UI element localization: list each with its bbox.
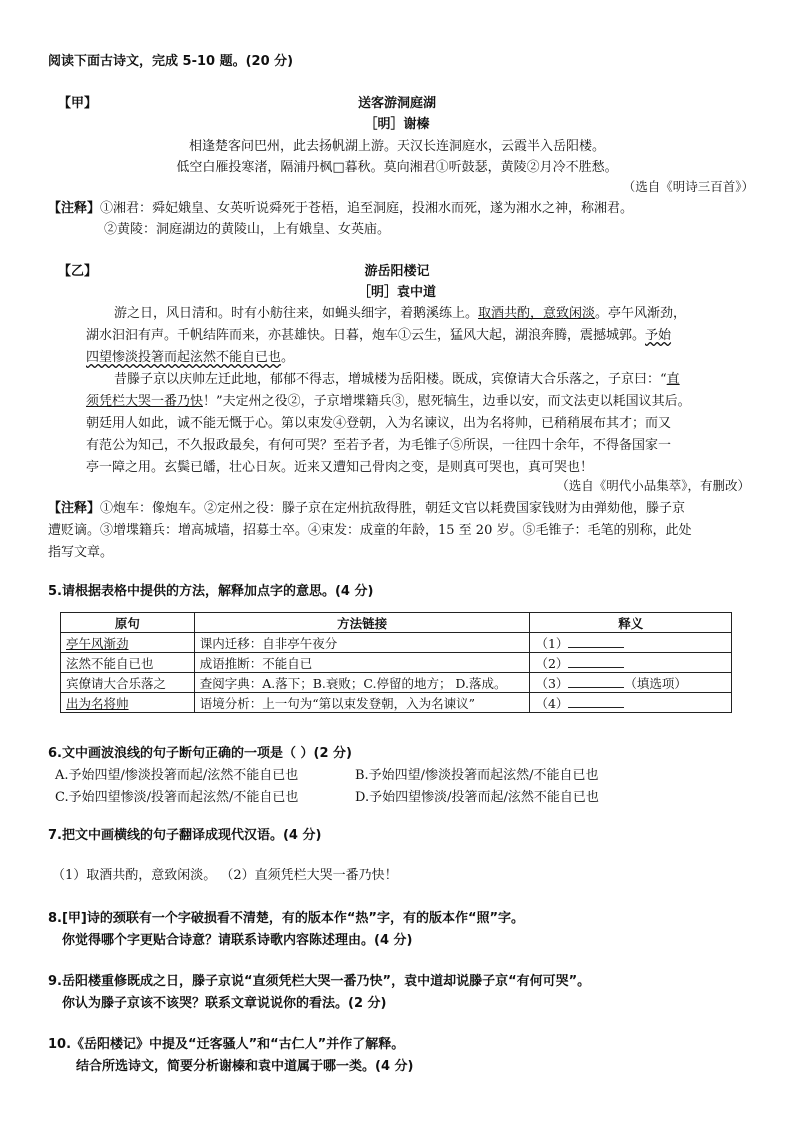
poem-jia-line2: 低空白雁投寒渚，隔浦丹枫□暮秋。莫向湘君①听鼓瑟，黄陵②月冷不胜愁。 [176, 160, 618, 175]
poem-jia-source: （选自《明诗三百首》） [622, 179, 754, 194]
q8-line1: 8.[甲]诗的颈联有一个字破损看不清楚，有的版本作“热”字，有的版本作“照”字。 [48, 911, 525, 926]
q6-stem: 6.文中画波浪线的句子断句正确的一项是（ ）(2 分) [48, 746, 352, 761]
prose-yi-author: ［明］袁中道 [357, 285, 436, 300]
prose-yi-source: （选自《明代小品集萃》，有删改） [556, 478, 750, 493]
table-cell-method: 查阅字典：A.落下；B.衰败；C.停留的地方； D.落成。 [194, 673, 530, 693]
table-row [61, 673, 732, 693]
underlined-sentence-1: 取酒共酌，意致闲淡 [478, 306, 596, 321]
yi-p1-line1: 游之日，风日清和。时有小舫往来，如蝇头细字，着鹅溪练上。取酒共酌，意致闲淡。亭午风渐劲， [114, 306, 687, 321]
table-header: 方法链接 [194, 613, 530, 633]
q7-items: （1）取酒共酌，意致闲淡。 （2）直须凭栏大哭一番乃快！ [52, 868, 398, 883]
prose-yi-title: 游岳阳楼记 [364, 264, 430, 279]
q6-option-c[interactable]: C.予始四望惨淡/投箸而起泫然/不能自已也 [55, 790, 299, 805]
underlined-sentence-2-start: 直 [666, 372, 680, 387]
jia-note-tag: 【注释】 [48, 201, 101, 216]
table-cell-answer[interactable]: （3） （填选项） [530, 673, 732, 693]
prose-yi-tag: 【乙】 [58, 264, 98, 279]
yi-p2-line4: 有范公为知己，不久报政最矣，有何可哭？至若予者，为毛锥子⑤所误，一往四十余年，不得备国家一 [86, 438, 672, 453]
q6-option-a[interactable]: A.予始四望/惨淡投箸而起/泫然不能自已也 [55, 768, 299, 783]
section-instruction: 阅读下面古诗文，完成 5-10 题。(20 分) [48, 54, 294, 69]
yi-p1-line3: 四望惨淡投箸而起泫然不能自已也。 [86, 350, 295, 365]
method-table [60, 612, 732, 713]
table-header-row [61, 613, 732, 633]
table-cell-method: 成语推断：不能自已 [194, 653, 530, 673]
table-header: 释义 [530, 613, 732, 633]
q9-line1: 9.岳阳楼重修既成之日，滕子京说“直须凭栏大哭一番乃快”，袁中道却说滕子京“有何可哭”。 [48, 974, 591, 989]
yi-p2-line2: 须凭栏大哭一番乃快！”夫定州之役②，子京增堞籍兵③，慰死犒生，边垂以安，而文法吏以耗国议其后。 [86, 394, 691, 409]
q7-stem: 7.把文中画横线的句子翻译成现代汉语。(4 分) [48, 828, 322, 843]
answer-blank[interactable] [568, 695, 624, 708]
poem-jia-title: 送客游洞庭湖 [357, 96, 436, 111]
q9-line2: 你认为滕子京该不该哭？联系文章说说你的看法。(2 分) [62, 996, 387, 1011]
answer-blank[interactable] [568, 675, 624, 688]
yi-p2-line3: 朝廷用人如此，诚不能无慨于心。第以束发④登朝，入为名谏议，出为名将帅，已稍稍展布其才；而又 [86, 416, 672, 431]
wavy-sentence-start: 予始 [645, 328, 672, 343]
answer-blank[interactable] [568, 655, 624, 668]
yi-notes-line2: 遭贬谪。③增堞籍兵：增高城墙，招募士卒。④束发：成童的年龄，15 至 20 岁。⑤毛锥子：毛笔的别称，此处 [48, 523, 692, 538]
q10-line1: 10.《岳阳楼记》中提及“迁客骚人”和“古仁人”并作了解释。 [48, 1037, 405, 1052]
table-row [61, 653, 732, 673]
wavy-sentence: 四望惨淡投箸而起泫然不能自已也 [86, 350, 282, 365]
jia-note-2: ②黄陵：洞庭湖边的黄陵山，上有娥皇、女英庙。 [104, 222, 391, 237]
table-row [61, 693, 732, 713]
table-cell-method: 课内迁移：自非亭午夜分 [194, 633, 530, 653]
yi-notes-line1: 【注释】①炮车：像炮车。②定州之役：滕子京在定州抗敌得胜，朝廷文官以耗费国家钱财为由弹劾他，滕子京 [48, 501, 686, 516]
q5-stem: 5.请根据表格中提供的方法，解释加点字的意思。(4 分) [48, 584, 374, 599]
jia-notes [48, 197, 633, 216]
underlined-sentence-2: 须凭栏大哭一番乃快 [86, 394, 204, 409]
yi-notes-line3: 指写文章。 [48, 545, 114, 560]
yi-p2-line5: 亭一障之用。玄鬓已皤，壮心日灰。近来又遭知己骨肉之变，是则真可哭也，真可哭也！ [86, 460, 594, 475]
answer-blank[interactable] [568, 635, 624, 648]
table-cell-answer[interactable]: （1） [530, 633, 732, 653]
q6-option-b[interactable]: B.予始四望/惨淡投箸而起泫然/不能自已也 [355, 768, 599, 783]
q6-option-d[interactable]: D.予始四望惨淡/投箸而起/泫然不能自已也 [355, 790, 599, 805]
q10-line2: 结合所选诗文，简要分析谢榛和袁中道属于哪一类。(4 分) [76, 1059, 414, 1074]
yi-note-tag: 【注释】 [48, 501, 101, 516]
table-cell-sentence: 亭午风渐劲 [61, 633, 195, 653]
q8-line2: 你觉得哪个字更贴合诗意？请联系诗歌内容陈述理由。(4 分) [62, 933, 413, 948]
poem-jia-tag: 【甲】 [58, 96, 98, 111]
poem-jia-author: ［明］谢榛 [364, 117, 430, 132]
table-cell-method: 语境分析：上一句为“第以束发登朝，入为名谏议” [194, 693, 530, 713]
jia-note-1: ①湘君：舜妃娥皇、女英听说舜死于苍梧，追至洞庭，投湘水而死，遂为湘水之神，称湘君。 [100, 201, 634, 216]
yi-p1-line2: 湖水汩汩有声。千帆结阵而来，亦甚雄快。日暮，炮车①云生，猛风大起，湖浪奔腾，震撼城郭。予始 [86, 328, 672, 343]
poem-jia-line1: 相逢楚客问巴州，此去扬帆湖上游。天汉长连洞庭水，云霞半入岳阳楼。 [188, 139, 605, 154]
yi-p2-line1: 昔滕子京以庆帅左迁此地，郁郁不得志，增城楼为岳阳楼。既成，宾僚请大合乐落之，子京曰：“直 [114, 372, 680, 387]
table-header: 原句 [61, 613, 195, 633]
table-cell-sentence: 宾僚请大合乐落之 [61, 673, 195, 693]
table-cell-sentence: 出为名将帅 [61, 693, 195, 713]
table-cell-sentence: 泫然不能自已也 [61, 653, 195, 673]
table-cell-answer[interactable]: （4） [530, 693, 732, 713]
table-row [61, 633, 732, 653]
table-cell-answer[interactable]: （2） [530, 653, 732, 673]
